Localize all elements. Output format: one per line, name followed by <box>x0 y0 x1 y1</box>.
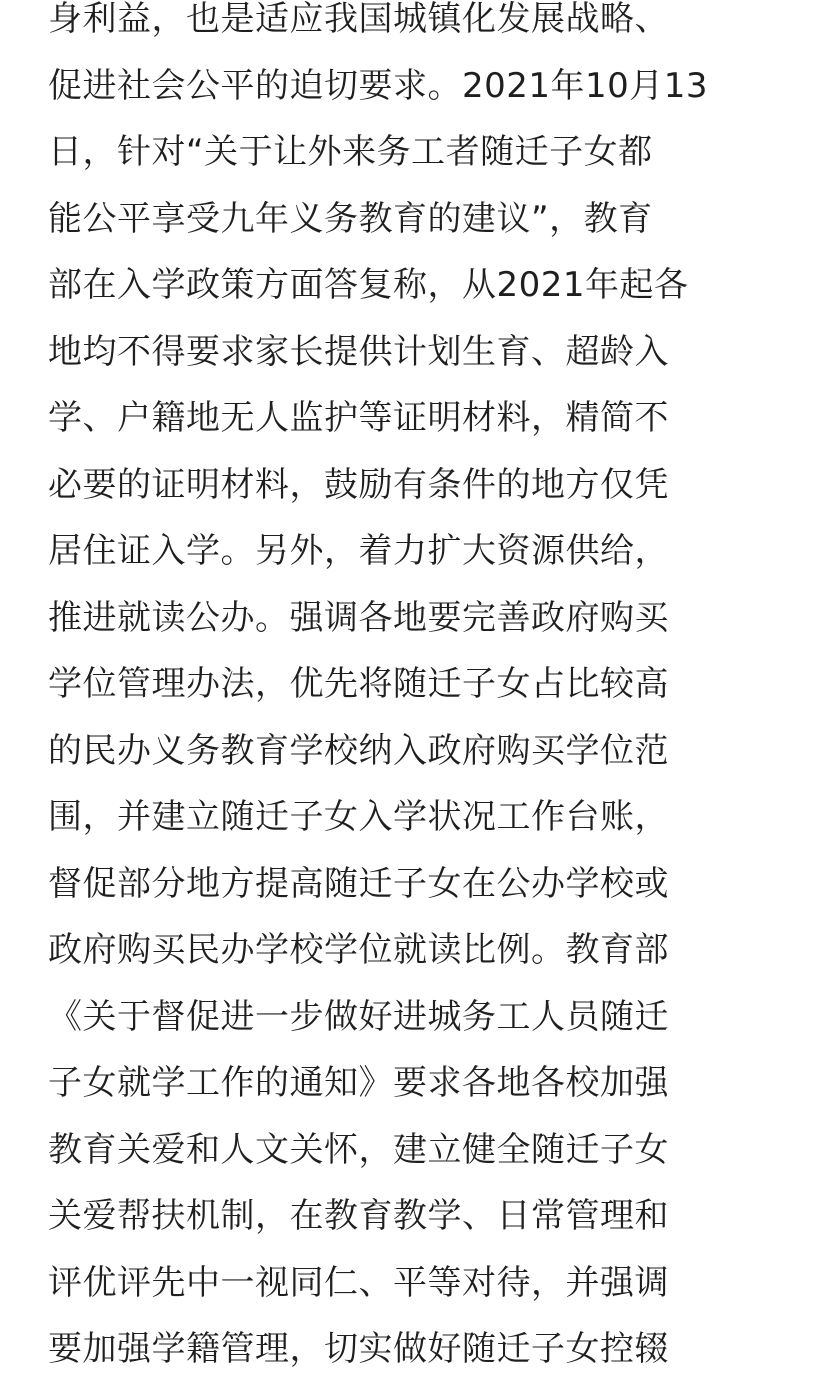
text-line: 围，并建立随迁子女入学状况工作台账， <box>48 797 669 837</box>
article-body <box>48 0 788 1383</box>
text-line: 要加强学籍管理，切实做好随迁子女控辍 <box>48 1329 669 1369</box>
text-line: 政府购买民办学校学位就读比例。教育部 <box>48 930 669 970</box>
text-line: 居住证入学。另外，着力扩大资源供给， <box>48 531 669 571</box>
text-line: 身利益，也是适应我国城镇化发展战略、 <box>48 0 669 39</box>
text-line: 评优评先中一视同仁、平等对待，并强调 <box>48 1262 669 1303</box>
text-line: 学位管理办法，优先将随迁子女占比较高 <box>48 664 669 704</box>
text-line: 促进社会公平的迫切要求。2021年10月13 <box>48 65 709 106</box>
text-line: 学、户籍地无人监护等证明材料，精简不 <box>48 398 669 438</box>
text-line: 能公平享受九年义务教育的建议”，教育 <box>48 198 653 239</box>
text-line: 子女就学工作的通知》要求各地各校加强 <box>48 1063 669 1103</box>
text-line: 《关于督促进一步做好进城务工人员随迁 <box>48 996 669 1037</box>
text-line: 关爱帮扶机制，在教育教学、日常管理和 <box>48 1196 669 1236</box>
text-line: 督促部分地方提高随迁子女在公办学校或 <box>48 863 669 904</box>
text-line: 日，针对“关于让外来务工者随迁子女都 <box>48 132 653 172</box>
text-line: 的民办义务教育学校纳入政府购买学位范 <box>48 730 669 771</box>
text-line: 教育关爱和人文关怀，建立健全随迁子女 <box>48 1129 669 1170</box>
text-line: 推进就读公办。强调各地要完善政府购买 <box>48 597 669 638</box>
text-line: 必要的证明材料，鼓励有条件的地方仅凭 <box>48 464 669 505</box>
text-line: 部在入学政策方面答复称，从2021年起各 <box>48 265 689 305</box>
text-line: 地均不得要求家长提供计划生育、超龄入 <box>48 331 669 372</box>
